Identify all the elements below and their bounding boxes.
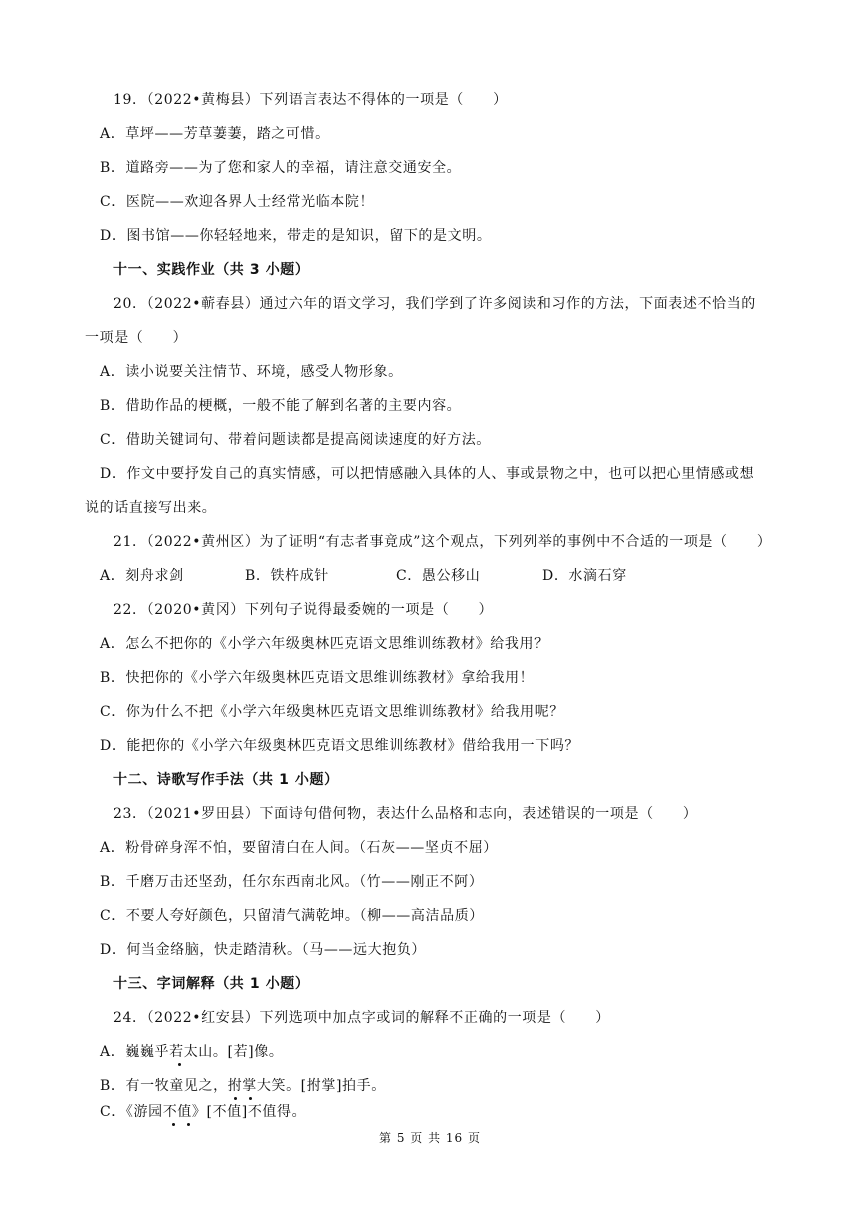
- emphasis-dot: [187, 1123, 190, 1126]
- question-21-option-a: A．刻舟求剑: [100, 568, 184, 584]
- emphasis-dot: [172, 1123, 175, 1126]
- question-23-stem: 23．（2021•罗田县）下面诗句借何物，表达什么品格和志向，表述错误的一项是（ ）: [113, 806, 698, 822]
- page-number-footer: 第 5 页 共 16 页: [379, 1131, 481, 1145]
- question-20-stem-continued: 一项是（ ）: [85, 330, 188, 346]
- question-23-option-c: C．不要人夸好颜色，只留清气满乾坤。（柳——高洁品质）: [100, 908, 484, 924]
- question-22-option-b: B．快把你的《小学六年级奥林匹克语文思维训练教材》拿给我用！: [100, 670, 535, 686]
- emphasis-dot: [234, 1097, 237, 1100]
- question-24-option-b: B．有一牧童见之，拊掌大笑。[拊掌]拍手。: [100, 1078, 386, 1094]
- question-19-option-a: A．草坪——芳草萋萋，踏之可惜。: [100, 126, 330, 142]
- question-22-option-c: C．你为什么不把《小学六年级奥林匹克语文思维训练教材》给我用呢？: [100, 704, 564, 720]
- question-19-option-c: C．医院——欢迎各界人士经常光临本院！: [100, 194, 375, 210]
- question-24-option-c: C．《游园不值》[不值]不值得。: [100, 1104, 307, 1120]
- emphasis-dot: [249, 1097, 252, 1100]
- section-heading-word-explanation: 十三、字词解释（共 1 小题）: [113, 976, 310, 992]
- question-21-stem: 21．（2022•黄州区）为了证明“有志者事竟成”这个观点，下列列举的事例中不合适的一项是（ ）: [113, 534, 772, 550]
- section-heading-practice: 十一、实践作业（共 3 小题）: [113, 262, 310, 278]
- question-20-option-c: C．借助关键词句、带着问题读都是提高阅读速度的好方法。: [100, 432, 491, 448]
- question-20-stem: 20．（2022•蕲春县）通过六年的语文学习，我们学到了许多阅读和习作的方法，下面表述不恰当的: [113, 296, 756, 312]
- question-20-option-b: B．借助作品的梗概，一般不能了解到名著的主要内容。: [100, 398, 462, 414]
- question-23-option-a: A．粉骨碎身浑不怕，要留清白在人间。（石灰——坚贞不屈）: [100, 840, 498, 856]
- question-23-option-d: D．何当金络脑，快走踏清秋。（马——远大抱负）: [100, 942, 427, 958]
- question-19-option-b: B．道路旁——为了您和家人的幸福，请注意交通安全。: [100, 160, 462, 176]
- question-20-option-a: A．读小说要关注情节、环境，感受人物形象。: [100, 364, 403, 380]
- question-21-option-c: C．愚公移山: [396, 568, 481, 584]
- question-22-option-d: D．能把你的《小学六年级奥林匹克语文思维训练教材》借给我用一下吗？: [100, 738, 580, 754]
- section-heading-poetry: 十二、诗歌写作手法（共 1 小题）: [113, 772, 339, 788]
- question-21-option-d: D．水滴石穿: [542, 568, 627, 584]
- question-19-stem: 19．（2022•黄梅县）下列语言表达不得体的一项是（ ）: [113, 92, 508, 108]
- question-19-option-d: D．图书馆——你轻轻地来，带走的是知识，留下的是文明。: [100, 228, 492, 244]
- question-24-option-a: A．巍巍乎若太山。[若]像。: [100, 1044, 284, 1060]
- question-20-option-d: D．作文中要抒发自己的真实情感，可以把情感融入具体的人、事或景物之中，也可以把心里情感或想: [100, 466, 755, 482]
- emphasis-dot: [178, 1063, 181, 1066]
- question-20-option-d-continued: 说的话直接写出来。: [85, 500, 217, 516]
- question-24-stem: 24．（2022•红安县）下列选项中加点字或词的解释不正确的一项是（ ）: [113, 1010, 610, 1026]
- question-22-stem: 22．（2020•黄冈）下列句子说得最委婉的一项是（ ）: [113, 602, 494, 618]
- question-22-option-a: A．怎么不把你的《小学六年级奥林匹克语文思维训练教材》给我用？: [100, 636, 549, 652]
- question-23-option-b: B．千磨万击还坚劲，任尔东西南北风。（竹——刚正不阿）: [100, 874, 484, 890]
- question-21-option-b: B．铁杵成针: [245, 568, 329, 584]
